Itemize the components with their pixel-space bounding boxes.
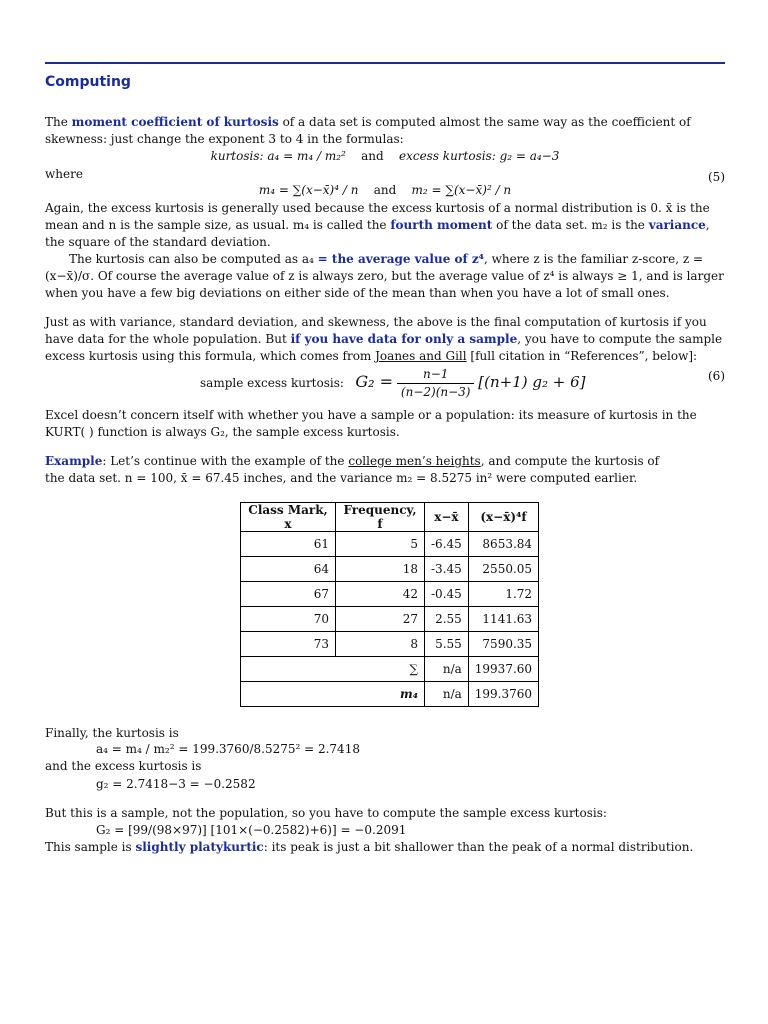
- kurtosis-formula: kurtosis: a₄ = m₄ / m₂² and excess kurtosis: g₂ = a₄−3: [210, 149, 560, 163]
- where-label: where: [45, 167, 83, 181]
- table-row: 67 42 -0.45 1.72: [241, 582, 539, 607]
- example-paragraph: Example: Let’s continue with the example of the college men’s heights, and compute the kurtosis of the data set. n = 100, x̄ = 67.45 inches, and the variance m₂ = 8.5275 in² were computed earlier.: [45, 454, 660, 485]
- top-rule: [45, 62, 725, 64]
- equation-number-5: (5): [708, 170, 725, 184]
- excel-paragraph: Excel doesn’t concern itself with whether you have a sample or a population: its measure of kurtosis in the KURT( ) function is always G₂, the sample excess kurtosis.: [45, 408, 697, 439]
- section-heading: Computing: [45, 74, 131, 90]
- sample-line: But this is a sample, not the population, so you have to compute the sample excess kurtosis:: [45, 806, 607, 820]
- table-row: 61 5 -6.45 8653.84: [241, 532, 539, 557]
- header-fourth-power: (x−x̄)⁴f: [468, 503, 538, 532]
- kurtosis-computation: a₄ = m₄ / m₂² = 199.3760/8.5275² = 2.7418: [96, 742, 360, 756]
- term-variance: variance: [648, 218, 706, 232]
- table-sum-row: ∑ n/a 19937.60: [241, 657, 539, 682]
- table-row: 64 18 -3.45 2550.05: [241, 557, 539, 582]
- header-frequency: Frequency, f: [336, 503, 425, 532]
- sample-computation: G₂ = [99/(98×97)] [101×(−0.2582)+6)] = −0.2091: [96, 823, 407, 837]
- term-example: Example: [45, 454, 103, 468]
- kurtosis-table: [240, 502, 539, 707]
- term-platykurtic: slightly platykurtic: [135, 840, 264, 854]
- excess-paragraph: Again, the excess kurtosis is generally used because the excess kurtosis of a normal distribution is 0. x̄ is the mean and n is the sample size, as usual. m₄ is called the fourth moment of the data set. m₂ is the variance, the square of the standard deviation.: [45, 201, 710, 249]
- table-row: 70 27 2.55 1141.63: [241, 607, 539, 632]
- header-class-mark: Class Mark, x: [241, 503, 336, 532]
- term-sample-data: if you have data for only a sample: [290, 332, 518, 346]
- zscore-paragraph: The kurtosis can also be computed as a₄ = the average value of z⁴, where z is the familiar z-score, z = (x−x̄)/σ. Of course the average value of z is always zero, but the average value of z⁴ is always ≥ 1, and is larger when you have a few big deviations on either side of the mean than when you have a lot of small ones.: [45, 252, 724, 300]
- conclusion-line: This sample is slightly platykurtic: its peak is just a bit shallower than the peak of a normal distribution.: [45, 840, 694, 854]
- sample-paragraph: Just as with variance, standard deviation, and skewness, the above is the final computation of kurtosis if you have data for the whole population. But if you have data for only a sample, you have to compute the sample excess kurtosis using this formula, which comes from Joanes and Gill [full citation in “References”, below]:: [45, 315, 723, 363]
- joanes-gill-link[interactable]: Joanes and Gill: [375, 349, 467, 363]
- header-deviation: x−x̄: [425, 503, 469, 532]
- excess-computation: g₂ = 2.7418−3 = −0.2582: [96, 777, 256, 791]
- table-row: 73 8 5.55 7590.35: [241, 632, 539, 657]
- term-fourth-moment: fourth moment: [390, 218, 493, 232]
- equation-number-6: (6): [708, 369, 725, 383]
- sample-excess-formula: sample excess kurtosis: G₂ = $\frac{n-1}{(n-2)(n-3)}$ [(n+1) g₂ + 6]: [200, 367, 586, 399]
- term-average-z4: = the average value of z⁴: [317, 252, 484, 266]
- table-header-row: [241, 503, 539, 532]
- table-m4-row: m₄ n/a 199.3760: [241, 682, 539, 707]
- moment-formula: m₄ = ∑(x−x̄)⁴ / n and m₂ = ∑(x−x̄)² / n: [258, 183, 512, 197]
- term-moment-coefficient: moment coefficient of kurtosis: [71, 115, 279, 129]
- college-heights-link[interactable]: college men’s heights: [348, 454, 481, 468]
- formula-fraction: $\frac{n-1}{(n-2)(n-3)}$: [397, 366, 475, 401]
- excess-line: and the excess kurtosis is: [45, 759, 202, 773]
- finally-line: Finally, the kurtosis is: [45, 726, 179, 740]
- intro-paragraph: The moment coefficient of kurtosis of a data set is computed almost the same way as the coefficient of skewness: just change the exponent 3 to 4 in the formulas:: [45, 115, 691, 146]
